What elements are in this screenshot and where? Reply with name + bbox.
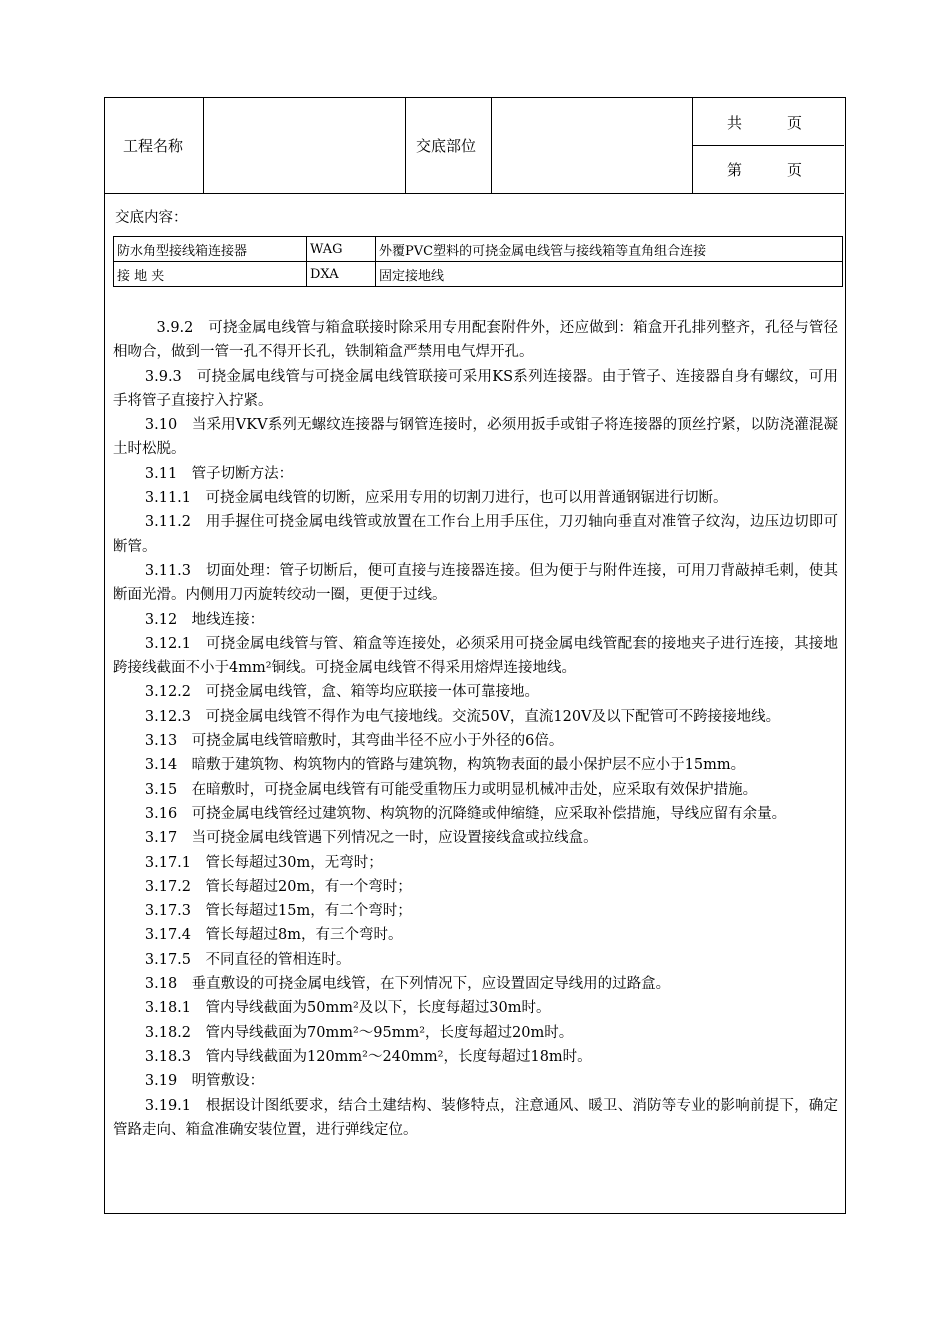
- paragraph: 3.11.2 用手握住可挠金属电线管或放置在工作台上用手压住，刀刃轴向垂直对准管子纹沟，边压边切即可断管。: [113, 514, 838, 555]
- paragraph: 3.18.2 管内导线截面为70mm²～95mm²，长度每超过20m时。: [144, 1024, 574, 1041]
- paragraph: 3.19.1 根据设计图纸要求，结合土建结构、装修特点，注意通风、暖卫、消防等专业的影响前提下，确定管路走向、箱盒准确安装位置，进行弹线定位。: [113, 1097, 838, 1138]
- paragraph: 3.17.3 管长每超过15m，有二个弯时；: [144, 903, 412, 920]
- paragraph: 3.17.4 管长每超过8m，有三个弯时。: [144, 927, 403, 944]
- table-cell: 防水角型接线箱连接器: [114, 237, 307, 262]
- project-name-label: 工程名称: [123, 137, 184, 155]
- paragraph: 3.11.3 切面处理：管子切断后，便可直接与连接器连接。但为便于与附件连接，可用刀背敲掉毛刺，使其断面光滑。内侧用刀丙旋转绞动一圈，更便于过线。: [113, 562, 838, 604]
- paragraph: 3.18 垂直敷设的可挠金属电线管，在下列情况下，应设置固定导线用的过路盒。: [144, 976, 671, 993]
- paragraph: 3.19 明管敷设：: [144, 1073, 265, 1090]
- page-number: 第 页: [727, 161, 803, 179]
- paragraph: 3.12.1 可挠金属电线管与管、箱盒等连接处，必须采用可挠金属电线管配套的接地夹子进行连接，其接地跨接线截面不小于4mm²铜线。可挠金属电线管不得采用熔焊连接地线。: [113, 635, 838, 677]
- paragraph: 3.9.3 可挠金属电线管与可挠金属电线管联接可采用KS系列连接器。由于管子、连接器自身有螺纹，可用手将管子直接拧入拧紧。: [113, 368, 838, 409]
- paragraph: 3.12.2 可挠金属电线管，盒、箱等均应联接一体可靠接地。: [144, 684, 540, 701]
- paragraph: 3.17.5 不同直径的管相连时。: [144, 951, 351, 968]
- table-cell: 接 地 夹: [114, 262, 307, 287]
- document-frame: [104, 97, 846, 1214]
- table-row: [114, 237, 843, 262]
- paragraph: 3.13 可挠金属电线管暗敷时，其弯曲半径不应小于外径的6倍。: [144, 733, 564, 750]
- paragraph: 3.14 暗敷于建筑物、构筑物内的管路与建筑物，构筑物表面的最小保护层不应小于15mm。: [144, 757, 746, 774]
- total-pages: 共 页: [727, 114, 803, 132]
- location-label: 交底部位: [416, 137, 477, 155]
- paragraph: 3.9.2 可挠金属电线管与箱盒联接时除采用专用配套附件外，还应做到：箱盒开孔排列整齐，孔径与管径相吻合，做到一管一孔不得开长孔，铁制箱盒严禁用电气焊开孔。: [113, 320, 838, 361]
- parts-table: [113, 236, 843, 287]
- table-cell: 固定接地线: [376, 262, 843, 287]
- paragraph: 3.10 当采用VKV系列无螺纹连接器与钢管连接时，必须用扳手或钳子将连接器的顶丝拧紧，以防浇灌混凝土时松脱。: [113, 417, 838, 458]
- paragraph: 3.15 在暗敷时，可挠金属电线管有可能受重物压力或明显机械冲击处，应采取有效保护措施。: [144, 781, 758, 798]
- table-cell: WAG: [307, 237, 376, 262]
- body-text: [113, 316, 838, 1142]
- paragraph: 3.18.3 管内导线截面为120mm²～240mm²，长度每超过18m时。: [144, 1048, 592, 1065]
- divider: [203, 98, 204, 193]
- header-table: [105, 98, 844, 194]
- paragraph: 3.12.3 可挠金属电线管不得作为电气接地线。交流50V，直流120V及以下配管可不跨接接地线。: [144, 708, 781, 725]
- divider: [405, 98, 406, 193]
- divider: [692, 145, 844, 146]
- paragraph: 3.17.1 管长每超过30m，无弯时；: [144, 854, 383, 871]
- paragraph: 3.18.1 管内导线截面为50mm²及以下，长度每超过30m时。: [144, 1000, 551, 1017]
- paragraph: 3.12 地线连接：: [144, 611, 265, 628]
- paragraph: 3.16 可挠金属电线管经过建筑物、构筑物的沉降缝或伸缩缝，应采取补偿措施，导线应留有余量。: [144, 805, 787, 822]
- table-row: [114, 262, 843, 287]
- paragraph: 3.17 当可挠金属电线管遇下列情况之一时，应设置接线盒或拉线盒。: [144, 830, 598, 847]
- table-cell: DXA: [307, 262, 376, 287]
- content-label: 交底内容：: [115, 210, 188, 226]
- paragraph: 3.17.2 管长每超过20m，有一个弯时；: [144, 878, 412, 895]
- paragraph: 3.11 管子切断方法：: [144, 465, 294, 482]
- table-cell: 外覆PVC塑料的可挠金属电线管与接线箱等直角组合连接: [376, 237, 843, 262]
- divider: [491, 98, 492, 193]
- paragraph: 3.11.1 可挠金属电线管的切断，应采用专用的切割刀进行，也可以用普通钢锯进行切断。: [144, 490, 728, 507]
